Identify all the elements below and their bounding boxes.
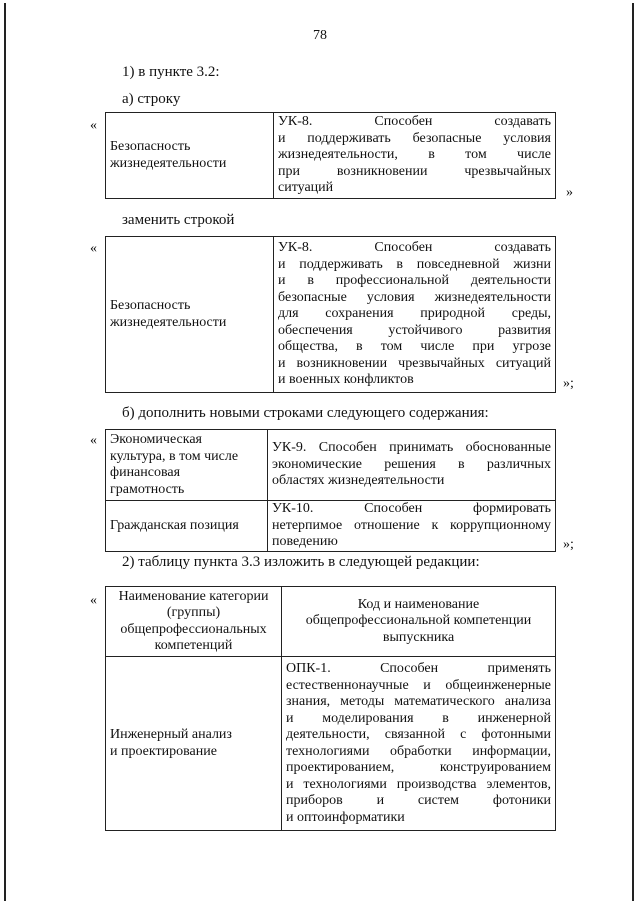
table-cell-category bbox=[106, 501, 268, 552]
page-number: 78 bbox=[313, 28, 327, 43]
cell-line: и поддерживать в повседневной жизни bbox=[278, 256, 551, 272]
cell-line: и возникновении чрезвычайных ситуаций bbox=[278, 355, 551, 371]
open-quote: « bbox=[90, 241, 97, 256]
header-line: (группы) bbox=[166, 605, 221, 620]
column-header-competence bbox=[282, 587, 556, 657]
cell-text bbox=[110, 139, 269, 172]
cell-line: и проектирование bbox=[110, 743, 217, 759]
open-quote: « bbox=[90, 433, 97, 448]
header-line: выпускника bbox=[382, 629, 455, 645]
item-2-heading: 2) таблицу пункта 3.3 изложить в следующей редакции: bbox=[122, 554, 480, 570]
cell-line: ОПК-1. Способен применять bbox=[286, 661, 551, 676]
close-quote: » bbox=[566, 185, 573, 200]
cell-line: жизнедеятельности, в том числе bbox=[278, 147, 551, 163]
cell-line: жизнедеятельности bbox=[110, 155, 227, 171]
table-row bbox=[106, 501, 556, 552]
table-row bbox=[106, 430, 556, 501]
cell-line: и моделирования в инженерной bbox=[286, 710, 551, 726]
header-line: общепрофессиональных bbox=[120, 621, 267, 637]
table-cell-competence bbox=[282, 657, 556, 831]
cell-line: проектированием, конструированием bbox=[286, 760, 551, 775]
cell-line: финансовая bbox=[110, 465, 181, 480]
cell-line: УК-8. Способен создавать bbox=[278, 240, 551, 256]
header-line: общепрофессиональной компетенции bbox=[305, 613, 532, 629]
table-cell-category bbox=[106, 237, 274, 393]
cell-line: Безопасность bbox=[110, 298, 191, 313]
cell-line: УК-8. Способен создавать bbox=[278, 114, 551, 130]
cell-line: Экономическая bbox=[110, 432, 202, 447]
item-1-heading: 1) в пункте 3.2: bbox=[122, 64, 220, 80]
cell-line: знания, методы математического анализа bbox=[286, 694, 551, 709]
cell-line: обеспечения устойчивого развития bbox=[278, 322, 551, 338]
replace-heading: заменить строкой bbox=[122, 212, 235, 228]
header-line: Наименование категории bbox=[118, 588, 269, 604]
cell-line: и технологиями производства элементов, bbox=[286, 776, 551, 792]
cell-line: деятельности, связанной с фотонными bbox=[286, 727, 551, 742]
cell-line: естественнонаучные и общеинженерные bbox=[286, 677, 551, 693]
cell-line: Инженерный анализ bbox=[110, 727, 232, 742]
cell-line: и в профессиональной деятельности bbox=[278, 273, 551, 289]
column-header-category bbox=[106, 587, 282, 657]
table-cell-competence bbox=[274, 113, 556, 199]
cell-line: и поддерживать безопасные условия bbox=[278, 130, 551, 146]
table-old-row bbox=[105, 112, 556, 199]
close-quote: »; bbox=[563, 376, 574, 391]
table-cell-competence bbox=[274, 237, 556, 393]
table-cell-competence bbox=[268, 430, 556, 501]
cell-line: технологиями обработки информации, bbox=[286, 743, 551, 759]
cell-line: областях жизнедеятельности bbox=[272, 473, 445, 489]
cell-line: для сохранения природной среды, bbox=[278, 306, 551, 322]
table-cell-category bbox=[106, 657, 282, 831]
sub-a-heading: а) строку bbox=[122, 91, 181, 107]
cell-line: жизнедеятельности bbox=[110, 314, 227, 330]
sub-b-heading: б) дополнить новыми строками следующего содержания: bbox=[122, 405, 489, 421]
cell-line: УК-9. Способен принимать обоснованные bbox=[272, 440, 551, 456]
table-cell-category bbox=[106, 113, 274, 199]
cell-line: при возникновении чрезвычайных bbox=[278, 163, 551, 179]
table-general-competences bbox=[105, 586, 556, 831]
table-header-row bbox=[106, 587, 556, 657]
table-cell-category bbox=[106, 430, 268, 501]
header-line: компетенций bbox=[154, 638, 233, 653]
table-row bbox=[106, 657, 556, 831]
cell-line: поведению bbox=[272, 534, 338, 549]
open-quote: « bbox=[90, 593, 97, 608]
cell-line: Гражданская позиция bbox=[110, 517, 239, 533]
cell-line: грамотность bbox=[110, 481, 185, 497]
cell-line: приборов и систем фотоники bbox=[286, 793, 551, 808]
cell-line: ситуаций bbox=[278, 180, 334, 196]
cell-line: и военных конфликтов bbox=[278, 372, 414, 388]
open-quote: « bbox=[90, 118, 97, 133]
table-cell-competence bbox=[268, 501, 556, 552]
close-quote: »; bbox=[563, 537, 574, 552]
cell-line: экономические решения в различных bbox=[272, 456, 551, 472]
cell-line: и оптоинформатики bbox=[286, 809, 405, 825]
cell-line: безопасные условия жизнедеятельности bbox=[278, 289, 551, 305]
header-line: Код и наименование bbox=[357, 596, 480, 612]
cell-line: УК-10. Способен формировать bbox=[272, 501, 551, 516]
table-new-row bbox=[105, 236, 556, 393]
table-added-rows bbox=[105, 429, 556, 552]
cell-line: Безопасность bbox=[110, 139, 191, 154]
cell-line: общества, в том числе при угрозе bbox=[278, 339, 551, 355]
cell-line: культура, в том числе bbox=[110, 448, 239, 464]
cell-line: нетерпимое отношение к коррупционному bbox=[272, 517, 551, 533]
